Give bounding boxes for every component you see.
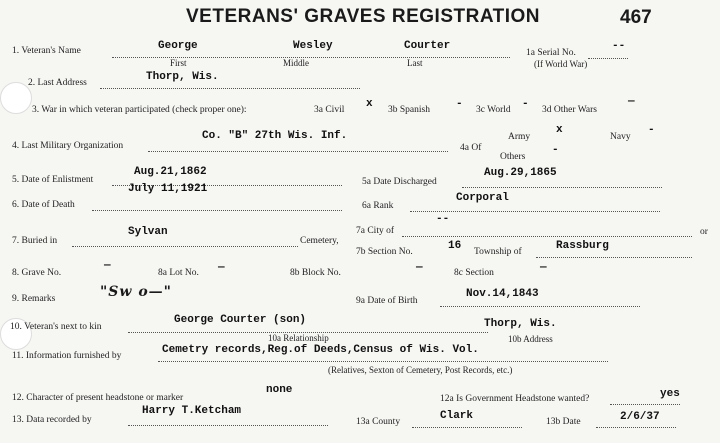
label-furnished-by: 11. Information furnished by [12, 351, 122, 361]
value-date: 2/6/37 [620, 411, 660, 423]
value-grave: — [104, 260, 111, 272]
label-death: 6. Date of Death [12, 200, 75, 210]
value-world: - [522, 98, 529, 110]
label-other-wars: 3d Other Wars [542, 105, 597, 115]
card-number: 467 [620, 7, 652, 28]
label-kin-address: 10b Address [508, 334, 553, 344]
label-discharged: 5a Date Discharged [362, 177, 437, 187]
label-if-world-war: (If World War) [534, 59, 588, 69]
value-lot: — [218, 262, 225, 274]
label-spanish: 3b Spanish [388, 105, 430, 115]
label-govt-headstone: 12a Is Government Headstone wanted? [440, 394, 590, 404]
value-birth: Nov.14,1843 [466, 288, 539, 300]
value-kin: George Courter (son) [174, 314, 307, 326]
label-date: 13b Date [546, 417, 581, 427]
label-war: 3. War in which veteran participated (check proper one): [32, 105, 247, 115]
value-address: Thorp, Wis. [146, 71, 219, 83]
label-recorded-by: 13. Data recorded by [12, 415, 92, 425]
value-rank: Corporal [456, 192, 509, 204]
label-veteran-name: 1. Veteran's Name [12, 46, 81, 56]
value-furnished-by: Cemetry records,Reg.of Deeds,Census of Wis. Vol. [162, 344, 479, 356]
label-relationship: 10a Relationship [268, 333, 329, 343]
label-others: Others [500, 152, 526, 162]
value-serial: -- [612, 40, 626, 52]
label-civil: 3a Civil [314, 105, 345, 115]
value-section: — [540, 262, 547, 274]
value-remarks: "Sw o—" [100, 284, 172, 300]
label-headstone: 12. Character of present headstone or marker [12, 393, 184, 403]
value-middle-name: Wesley [293, 40, 333, 52]
value-headstone: none [266, 384, 293, 396]
value-civil: x [366, 98, 373, 110]
label-navy: Navy [610, 132, 631, 142]
label-birth: 9a Date of Birth [356, 296, 418, 306]
label-lot: 8a Lot No. [158, 268, 199, 278]
label-serial: 1a Serial No. [526, 48, 576, 58]
value-buried-in: Sylvan [128, 226, 168, 238]
value-last-name: Courter [404, 40, 451, 52]
value-organization: Co. "B" 27th Wis. Inf. [202, 130, 348, 142]
label-section-no: 7b Section No. [356, 247, 413, 257]
value-spanish: - [456, 98, 463, 110]
label-rank: 6a Rank [362, 201, 394, 211]
value-city: -- [436, 213, 450, 225]
label-remarks: 9. Remarks [12, 294, 56, 304]
label-block: 8b Block No. [290, 268, 341, 278]
value-others: - [552, 144, 559, 156]
label-buried-in: 7. Buried in [12, 236, 58, 246]
value-discharged: Aug.29,1865 [484, 167, 557, 179]
value-death: July 11,1921 [128, 183, 208, 195]
label-grave: 8. Grave No. [12, 268, 62, 278]
label-of: 4a Of [460, 143, 482, 153]
label-city: 7a City of [356, 226, 394, 236]
label-section: 8c Section [454, 268, 494, 278]
value-enlistment: Aug.21,1862 [134, 166, 207, 178]
label-township: Township of [474, 247, 522, 257]
value-first-name: George [158, 40, 198, 52]
value-navy: - [648, 124, 655, 136]
label-world: 3c World [476, 105, 511, 115]
label-cemetery: Cemetery, [300, 236, 339, 246]
value-army: x [556, 124, 563, 136]
value-kin-address: Thorp, Wis. [484, 318, 557, 330]
value-govt-headstone: yes [660, 388, 680, 400]
label-next-of-kin: 10. Veteran's next to kin [10, 322, 102, 332]
card-title: VETERANS' GRAVES REGISTRATION [186, 6, 541, 27]
label-army: Army [508, 132, 531, 142]
label-county: 13a County [356, 417, 401, 427]
label-first: First [170, 58, 187, 68]
value-recorded-by: Harry T.Ketcham [142, 405, 242, 417]
label-or: or [700, 227, 708, 237]
value-township: Rassburg [556, 240, 609, 252]
label-organization: 4. Last Military Organization [12, 141, 124, 151]
value-county: Clark [440, 410, 474, 422]
label-furnished-sub: (Relatives, Sexton of Cemetery, Post Records, etc.) [328, 365, 513, 375]
value-other-wars: — [628, 96, 635, 108]
label-last-address: 2. Last Address [28, 78, 87, 88]
value-block: — [416, 262, 423, 274]
label-middle: Middle [283, 58, 309, 68]
value-section-no: 16 [448, 240, 462, 252]
label-enlistment: 5. Date of Enlistment [12, 175, 94, 185]
label-last: Last [407, 58, 423, 68]
